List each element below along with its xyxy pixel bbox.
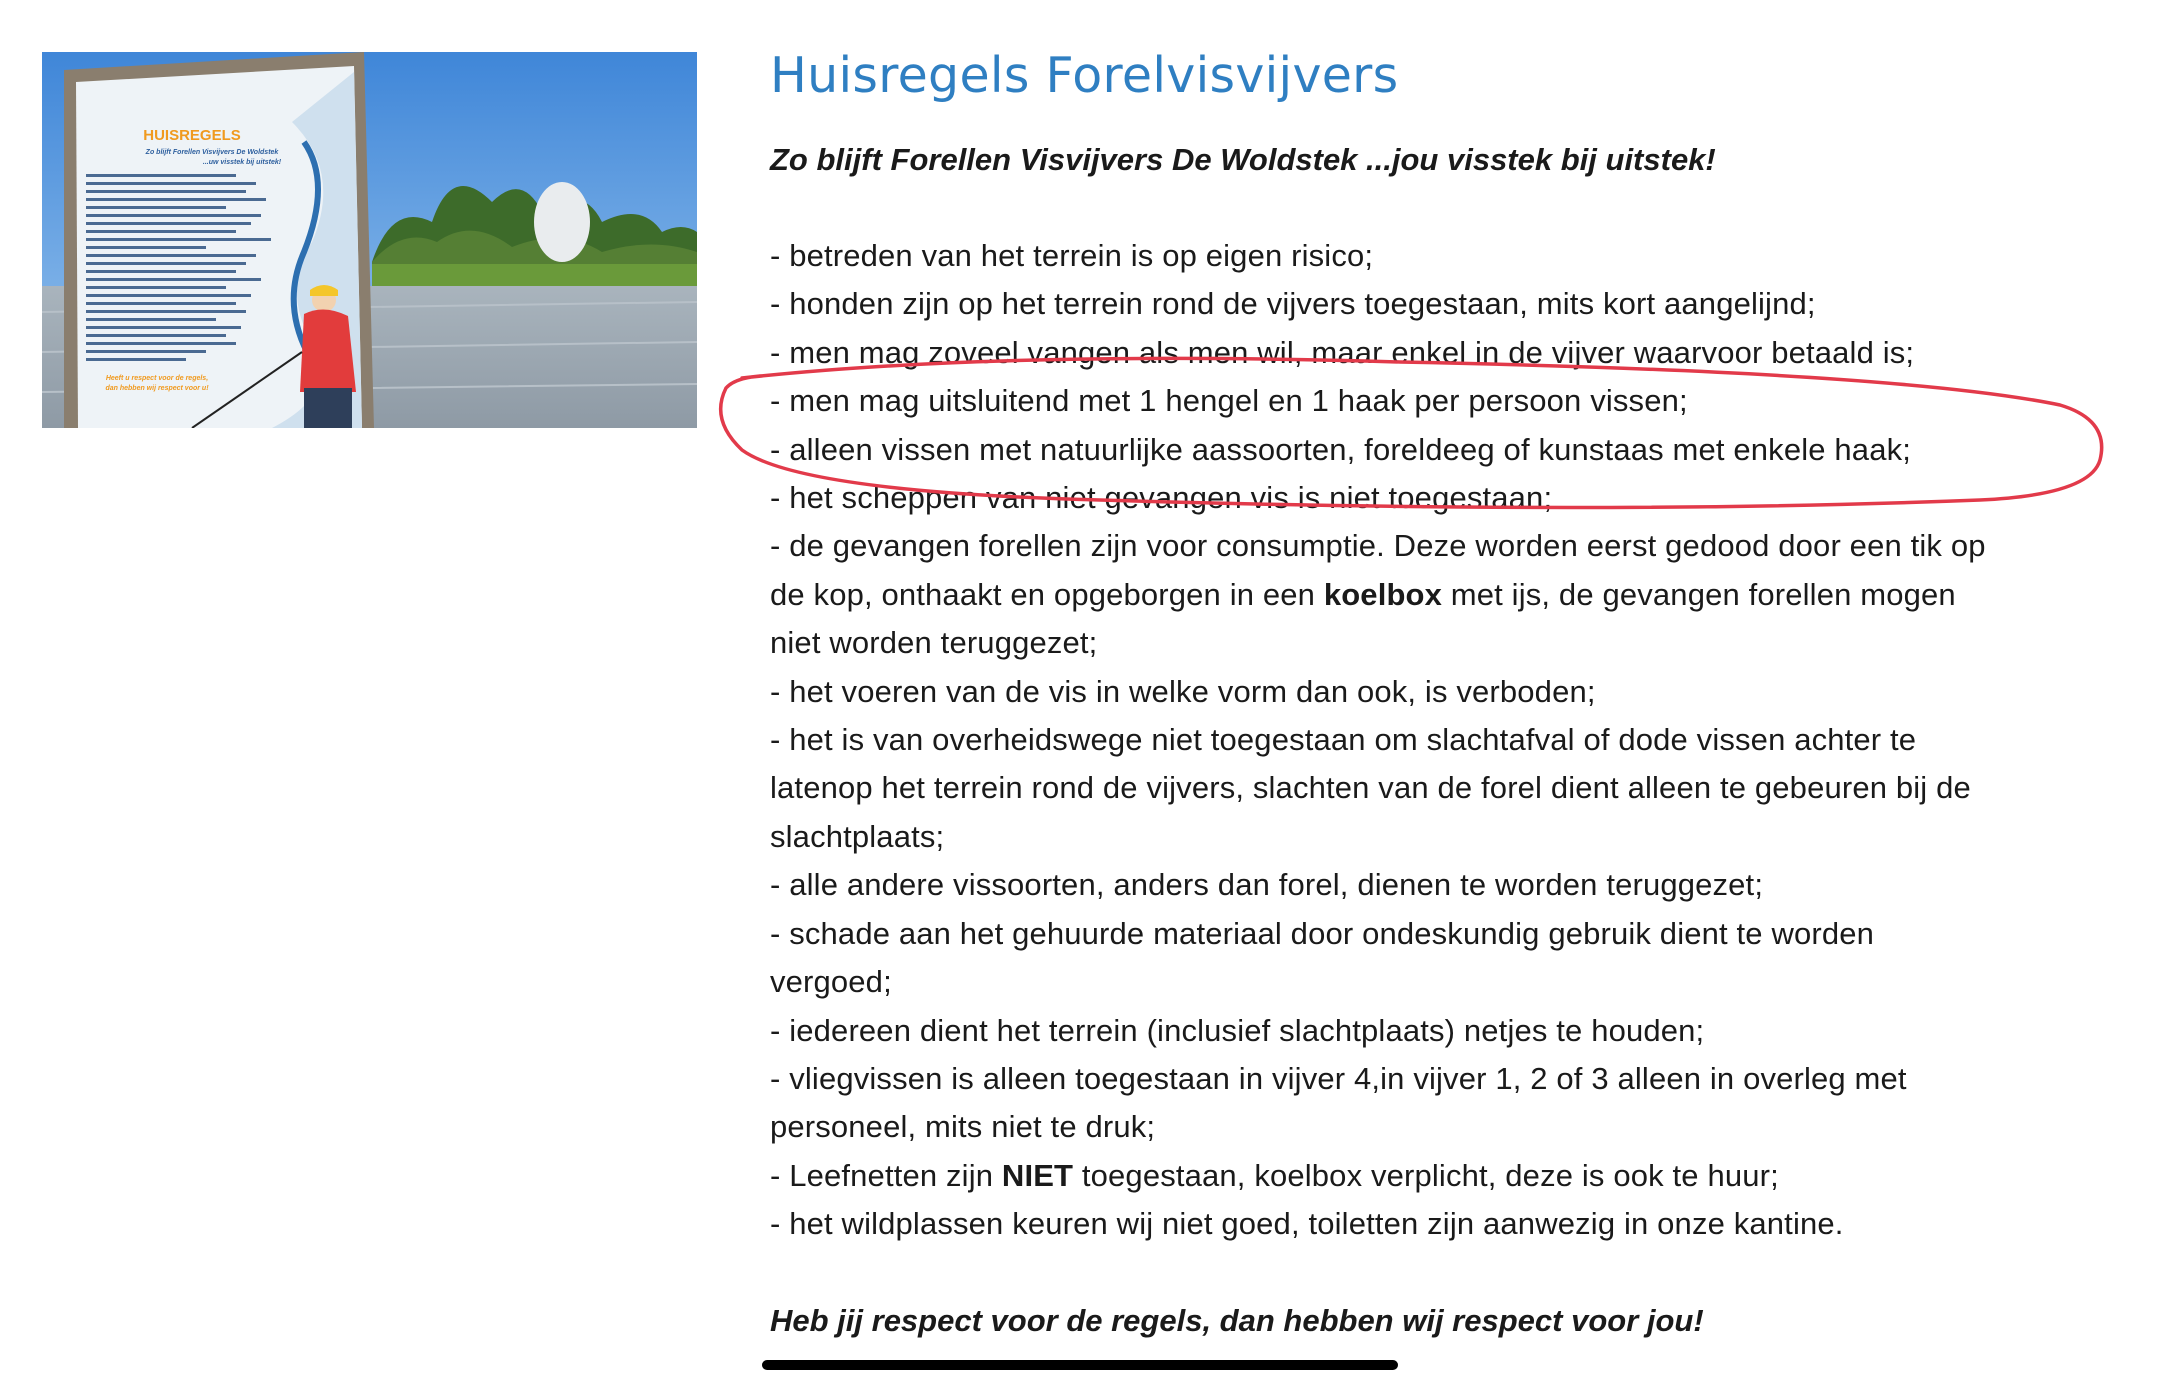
sign-title: HUISREGELS — [143, 127, 241, 144]
sign-subtitle: Zo blijft Forellen Visvijvers De Woldstek — [145, 149, 279, 156]
main-content — [770, 44, 2120, 1345]
sign-footer: Heeft u respect voor de regels, — [105, 375, 209, 382]
sign-photo — [42, 52, 697, 428]
page-title: Huisregels Forelvisvijvers — [770, 47, 1399, 104]
rule-line: vergoed; — [770, 964, 892, 1000]
rule-line: personeel, mits niet te druk; — [770, 1109, 1156, 1145]
rule-text: de kop, onthaakt en opgeborgen in een — [770, 576, 1324, 612]
home-indicator[interactable] — [762, 1360, 1398, 1370]
rule-line: - het wildplassen keuren wij niet goed, toiletten zijn aanwezig in onze kantine. — [770, 1206, 1844, 1242]
rule-line: - schade aan het gehuurde materiaal door ondeskundig gebruik dient te worden — [770, 915, 1875, 951]
rule-text: - Leefnetten zijn — [770, 1157, 1002, 1193]
rule-line: - iedereen dient het terrein (inclusief slachtplaats) netjes te houden; — [770, 1012, 1705, 1048]
rule-line: slachtplaats; — [770, 818, 945, 854]
rule-line: - alleen vissen met natuurlijke aassoorten, foreldeeg of kunstaas met enkele haak; — [770, 431, 1911, 467]
rule-text: toegestaan, koelbox verplicht, deze is ook te huur; — [1073, 1157, 1779, 1193]
rule-line: - het is van overheidswege niet toegestaan om slachtafval of dode vissen achter te — [770, 722, 1917, 758]
rule-line: - het scheppen van niet gevangen vis is niet toegestaan; — [770, 480, 1553, 516]
rule-line: latenop het terrein rond de vijvers, slachten van de forel dient alleen te gebeuren bij de — [770, 770, 1971, 806]
rule-line — [770, 1152, 2120, 1200]
outro-text: Heb jij respect voor de regels, dan hebben wij respect voor jou! — [770, 1302, 1704, 1338]
rule-line: - vliegvissen is alleen toegestaan in vijver 4,in vijver 1, 2 of 3 alleen in overleg met — [770, 1060, 1907, 1096]
sign-subtitle-2: ...uw visstek bij uitstek! — [202, 159, 282, 166]
rule-line: - alle andere vissoorten, anders dan forel, dienen te worden teruggezet; — [770, 867, 1764, 903]
rule-line: - de gevangen forellen zijn voor consumptie. Deze worden eerst gedood door een tik op — [770, 528, 1986, 564]
rule-bold-text: NIET — [1001, 1157, 1074, 1193]
rule-line: niet worden teruggezet; — [770, 625, 1098, 661]
rules-list — [770, 232, 2120, 1249]
rule-line: - men mag uitsluitend met 1 hengel en 1 haak per persoon vissen; — [770, 383, 1688, 419]
rule-line: - men mag zoveel vangen als men wil, maar enkel in de vijver waarvoor betaald is; — [770, 334, 1915, 370]
rule-text: met ijs, de gevangen forellen mogen — [1442, 576, 1956, 612]
rule-bold-text: koelbox — [1323, 576, 1443, 612]
rule-line — [770, 571, 2120, 619]
intro-text: Zo blijft Forellen Visvijvers De Woldstek ...jou visstek bij uitstek! — [770, 142, 1716, 177]
rule-line: - betreden van het terrein is op eigen risico; — [770, 238, 1374, 273]
rule-line: - het voeren van de vis in welke vorm dan ook, is verboden; — [770, 673, 1596, 709]
sign-footer-2: dan hebben wij respect voor u! — [105, 385, 209, 392]
rule-line: - honden zijn op het terrein rond de vijvers toegestaan, mits kort aangelijnd; — [770, 286, 1816, 322]
